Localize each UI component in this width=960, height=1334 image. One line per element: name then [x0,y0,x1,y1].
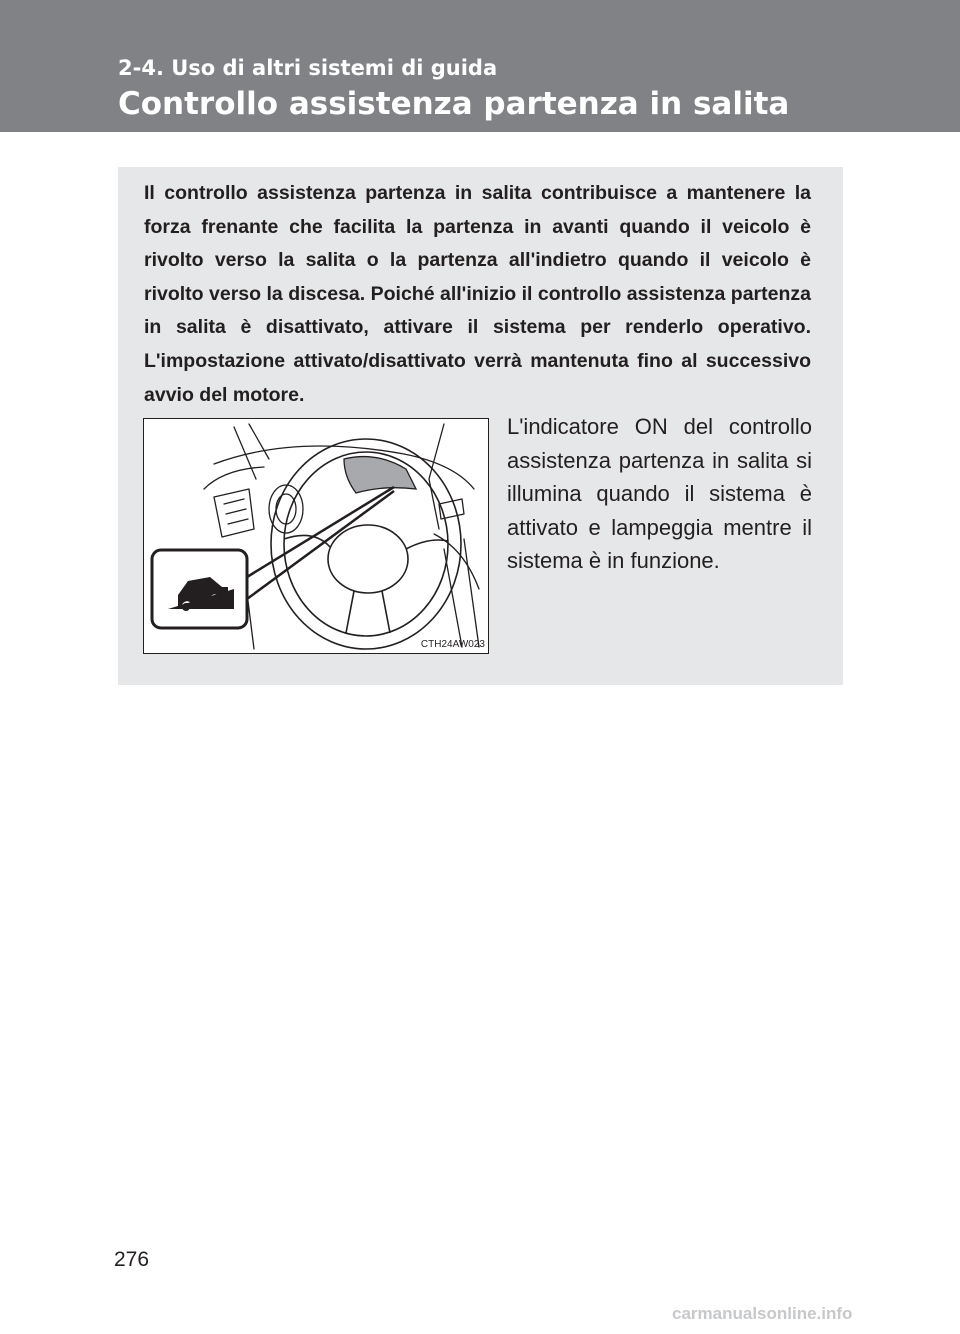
dashboard-illustration [144,419,488,653]
intro-paragraph: Il controllo assistenza partenza in salita contribuisce a mantenere la forza frenante che facilita la partenza in avanti quando il veicolo è rivolto verso la salita o la partenza all'indietro quando il veicolo è rivolto verso la discesa. Poiché all'inizio il controllo assistenza partenza in salita è disattivato, attivare il sistema per renderlo operativo. L'impostazione attivato/disattivato verrà mantenuta fino al successivo avvio del motore. [144,182,811,406]
dashboard-figure [143,418,489,654]
figure-caption: L'indicatore ON del controllo assistenza partenza in salita si illumina quando il sistema è attivato e lampeggia mentre il sistema è in funzione. [507,414,812,573]
figure-code: CTH24AW023 [420,639,485,650]
header-bar [0,0,960,132]
watermark: carmanualsonline.info [672,1304,853,1323]
section-label: 2-4. Uso di altri sistemi di guida [118,56,498,80]
page-title: Controllo assistenza partenza in salita [118,86,790,122]
page-number: 276 [114,1248,150,1271]
